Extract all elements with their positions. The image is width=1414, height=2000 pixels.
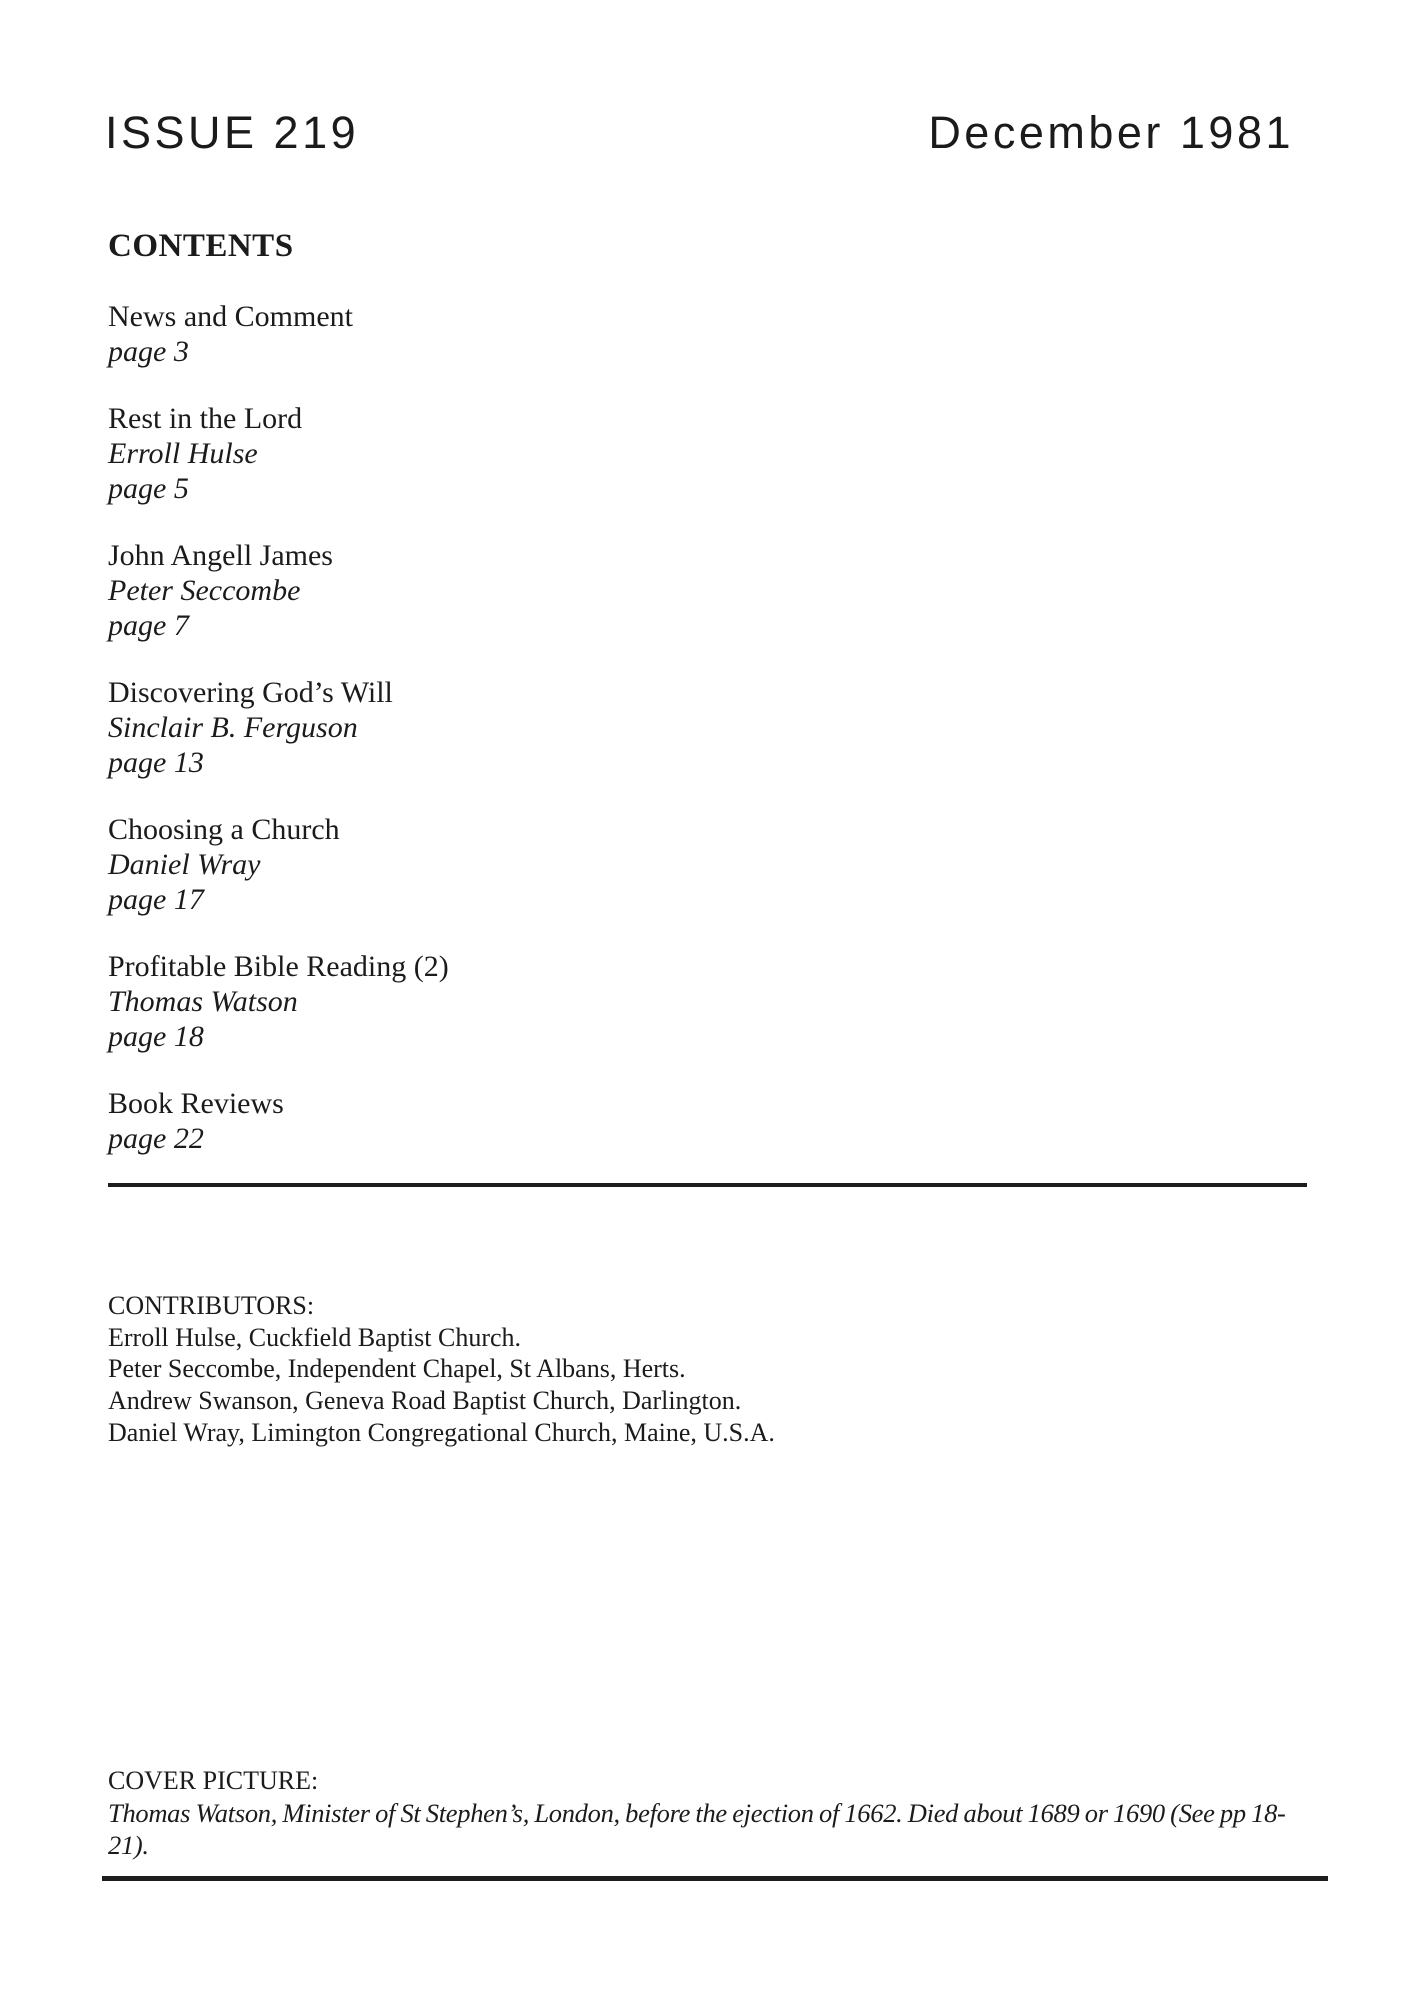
item-page: page 17 xyxy=(108,883,204,916)
item-page: page 13 xyxy=(108,746,204,779)
contributors-heading: CONTRIBUTORS: xyxy=(108,1291,315,1320)
masthead xyxy=(105,107,1294,158)
contents-list xyxy=(108,299,449,1188)
item-page: page 3 xyxy=(108,335,189,368)
contributor-line: Erroll Hulse, Cuckfield Baptist Church. xyxy=(108,1322,522,1352)
item-title: Book Reviews xyxy=(108,1087,284,1120)
item-title: Rest in the Lord xyxy=(108,402,303,435)
contributors-section xyxy=(108,1290,775,1449)
item-title: News and Comment xyxy=(108,300,353,333)
item-title: Profitable Bible Reading (2) xyxy=(108,950,449,983)
divider-rule-top xyxy=(108,1183,1307,1187)
contents-item xyxy=(108,299,449,369)
item-title: Choosing a Church xyxy=(108,813,340,846)
contents-item xyxy=(108,949,449,1054)
cover-picture-description: Thomas Watson, Minister of St Stephen’s, London, before the ejection of 1662. Died about 1689 or 1690 (See pp 18-21). xyxy=(108,1798,1286,1860)
contents-item xyxy=(108,812,449,917)
contents-heading: CONTENTS xyxy=(108,228,294,264)
item-author: Thomas Watson xyxy=(108,985,298,1018)
contributor-line: Andrew Swanson, Geneva Road Baptist Church, Darlington. xyxy=(108,1386,742,1416)
date-label: December 1981 xyxy=(928,107,1294,158)
item-page: page 18 xyxy=(108,1020,204,1053)
item-title: John Angell James xyxy=(108,539,333,572)
item-page: page 5 xyxy=(108,472,189,505)
cover-picture-section xyxy=(108,1765,1323,1861)
contents-item xyxy=(108,675,449,780)
contents-item xyxy=(108,401,449,506)
item-page: page 7 xyxy=(108,609,189,642)
item-page: page 22 xyxy=(108,1122,204,1155)
cover-picture-heading: COVER PICTURE: xyxy=(108,1766,319,1795)
item-author: Erroll Hulse xyxy=(108,437,258,470)
contributor-line: Peter Seccombe, Independent Chapel, St Albans, Herts. xyxy=(108,1354,686,1384)
contributor-line: Daniel Wray, Limington Congregational Church, Maine, U.S.A. xyxy=(108,1417,775,1447)
item-author: Sinclair B. Ferguson xyxy=(108,711,358,744)
contents-item xyxy=(108,538,449,643)
item-title: Discovering God’s Will xyxy=(108,676,393,709)
issue-label: ISSUE 219 xyxy=(105,107,360,158)
divider-rule-bottom xyxy=(102,1876,1328,1881)
item-author: Daniel Wray xyxy=(108,848,261,881)
item-author: Peter Seccombe xyxy=(108,574,301,607)
contents-item xyxy=(108,1086,449,1156)
